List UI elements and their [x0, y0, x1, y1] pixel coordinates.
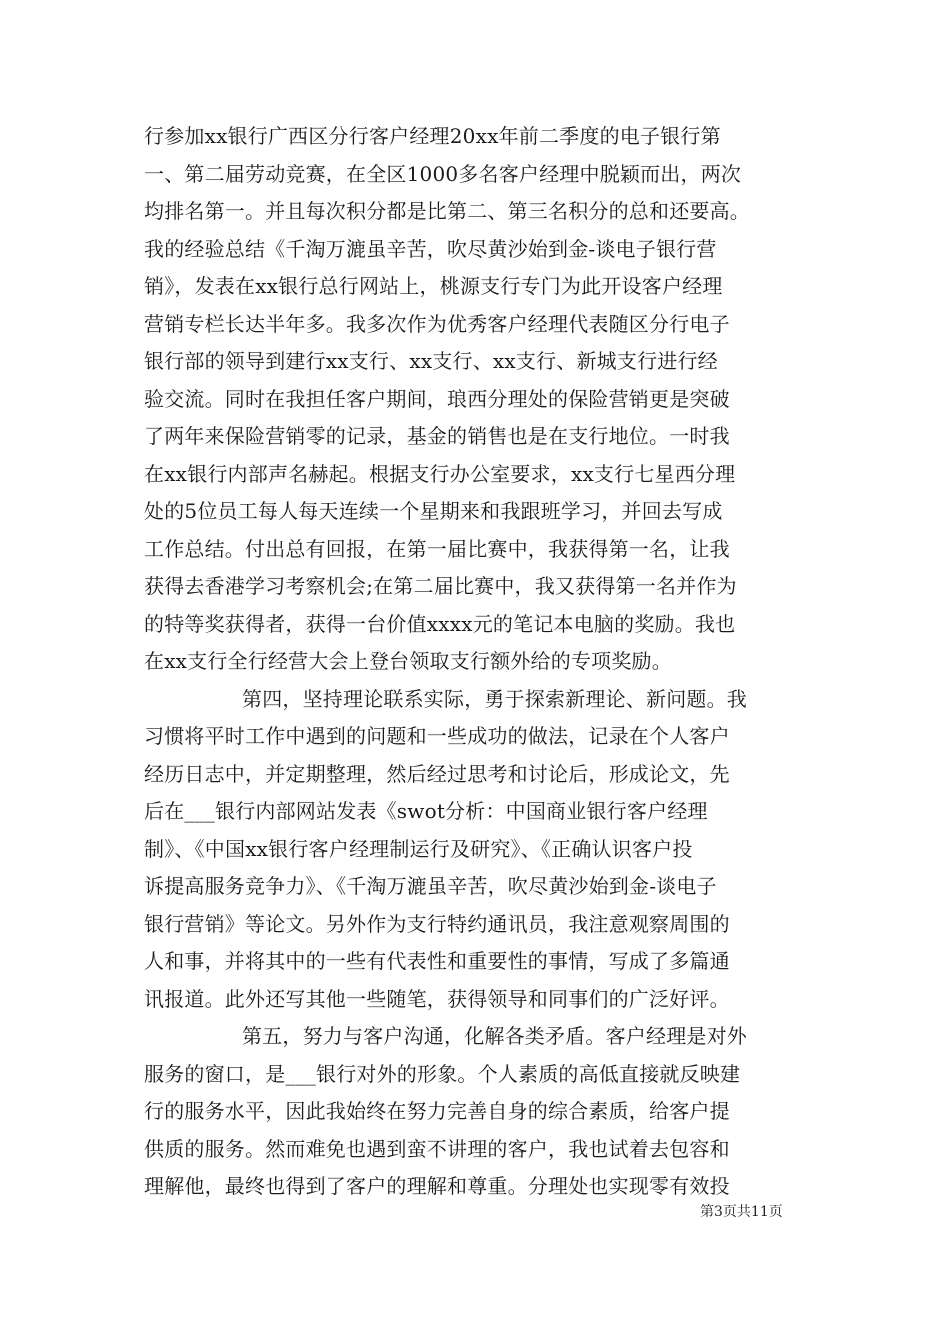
text-line: 诉提高服务竞争力》、《千淘万漉虽辛苦，吹尽黄沙始到金-谈电子	[144, 874, 717, 898]
paragraph-start-line: 第五，努力与客户沟通，化解各类矛盾。客户经理是对外	[242, 1024, 747, 1048]
text-line: 在xx银行内部声名赫起。根据支行办公室要求，xx支行七星西分理	[144, 461, 736, 486]
text-line: 营销专栏长达半年多。我多次作为优秀客户经理代表随区分行电子	[144, 311, 730, 336]
text-line: 处的5位员工每人每天连续一个星期来和我跟班学习，并回去写成	[144, 499, 723, 523]
text-line: 销》，发表在xx银行总行网站上，桃源支行专门为此开设客户经理	[144, 274, 723, 298]
text-line: 习惯将平时工作中遇到的问题和一些成功的做法，记录在个人客户	[144, 724, 730, 748]
body-text	[144, 118, 808, 1206]
text-line: 人和事，并将其中的一些有代表性和重要性的事情，写成了多篇通	[144, 949, 730, 973]
paragraph-start-line: 第四，坚持理论联系实际，勇于探索新理论、新问题。我	[242, 686, 747, 711]
text-line: 后在___银行内部网站发表《swot分析：中国商业银行客户经理	[144, 799, 708, 823]
text-line: 理解他，最终也得到了客户的理解和尊重。分理处也实现零有效投	[144, 1174, 730, 1198]
text-line: 银行部的领导到建行xx支行、xx支行、xx支行、新城支行进行经	[144, 349, 718, 373]
text-line: 我的经验总结《千淘万漉虽辛苦，吹尽黄沙始到金-谈电子银行营	[144, 236, 717, 261]
text-line: 行参加xx银行广西区分行客户经理20xx年前二季度的电子银行第	[144, 124, 721, 148]
text-line: 了两年来保险营销零的记录，基金的销售也是在支行地位。一时我	[144, 424, 730, 448]
text-line: 工作总结。付出总有回报，在第一届比赛中，我获得第一名，让我	[144, 536, 730, 561]
text-line: 经历日志中，并定期整理，然后经过思考和讨论后，形成论文，先	[144, 761, 730, 786]
text-line: 均排名第一。并且每次积分都是比第二、第三名积分的总和还要高。	[144, 199, 750, 223]
text-line: 讯报道。此外还写其他一些随笔，获得领导和同事们的广泛好评。	[144, 986, 730, 1011]
text-line: 供质的服务。然而难免也遇到蛮不讲理的客户，我也试着去包容和	[144, 1136, 730, 1161]
text-line: 的特等奖获得者，获得一台价值xxxx元的笔记本电脑的奖励。我也	[144, 611, 736, 636]
page-number-footer: 第3页共11页	[700, 1204, 783, 1220]
text-line: 获得去香港学习考察机会;在第二届比赛中，我又获得第一名并作为	[144, 574, 737, 598]
text-line: 制》、《中国xx银行客户经理制运行及研究》、《正确认识客户投	[144, 836, 693, 861]
text-line: 一、第二届劳动竞赛，在全区1000多名客户经理中脱颖而出，两次	[144, 161, 742, 186]
text-line: 服务的窗口，是___银行对外的形象。个人素质的高低直接就反映建	[144, 1061, 741, 1086]
text-line: 在xx支行全行经营大会上登台领取支行额外给的专项奖励。	[144, 649, 672, 673]
text-line: 行的服务水平，因此我始终在努力完善自身的综合素质，给客户提	[144, 1099, 730, 1123]
text-line: 银行营销》等论文。另外作为支行特约通讯员，我注意观察周围的	[144, 911, 730, 936]
text-line: 验交流。同时在我担任客户期间，琅西分理处的保险营销更是突破	[144, 386, 730, 411]
